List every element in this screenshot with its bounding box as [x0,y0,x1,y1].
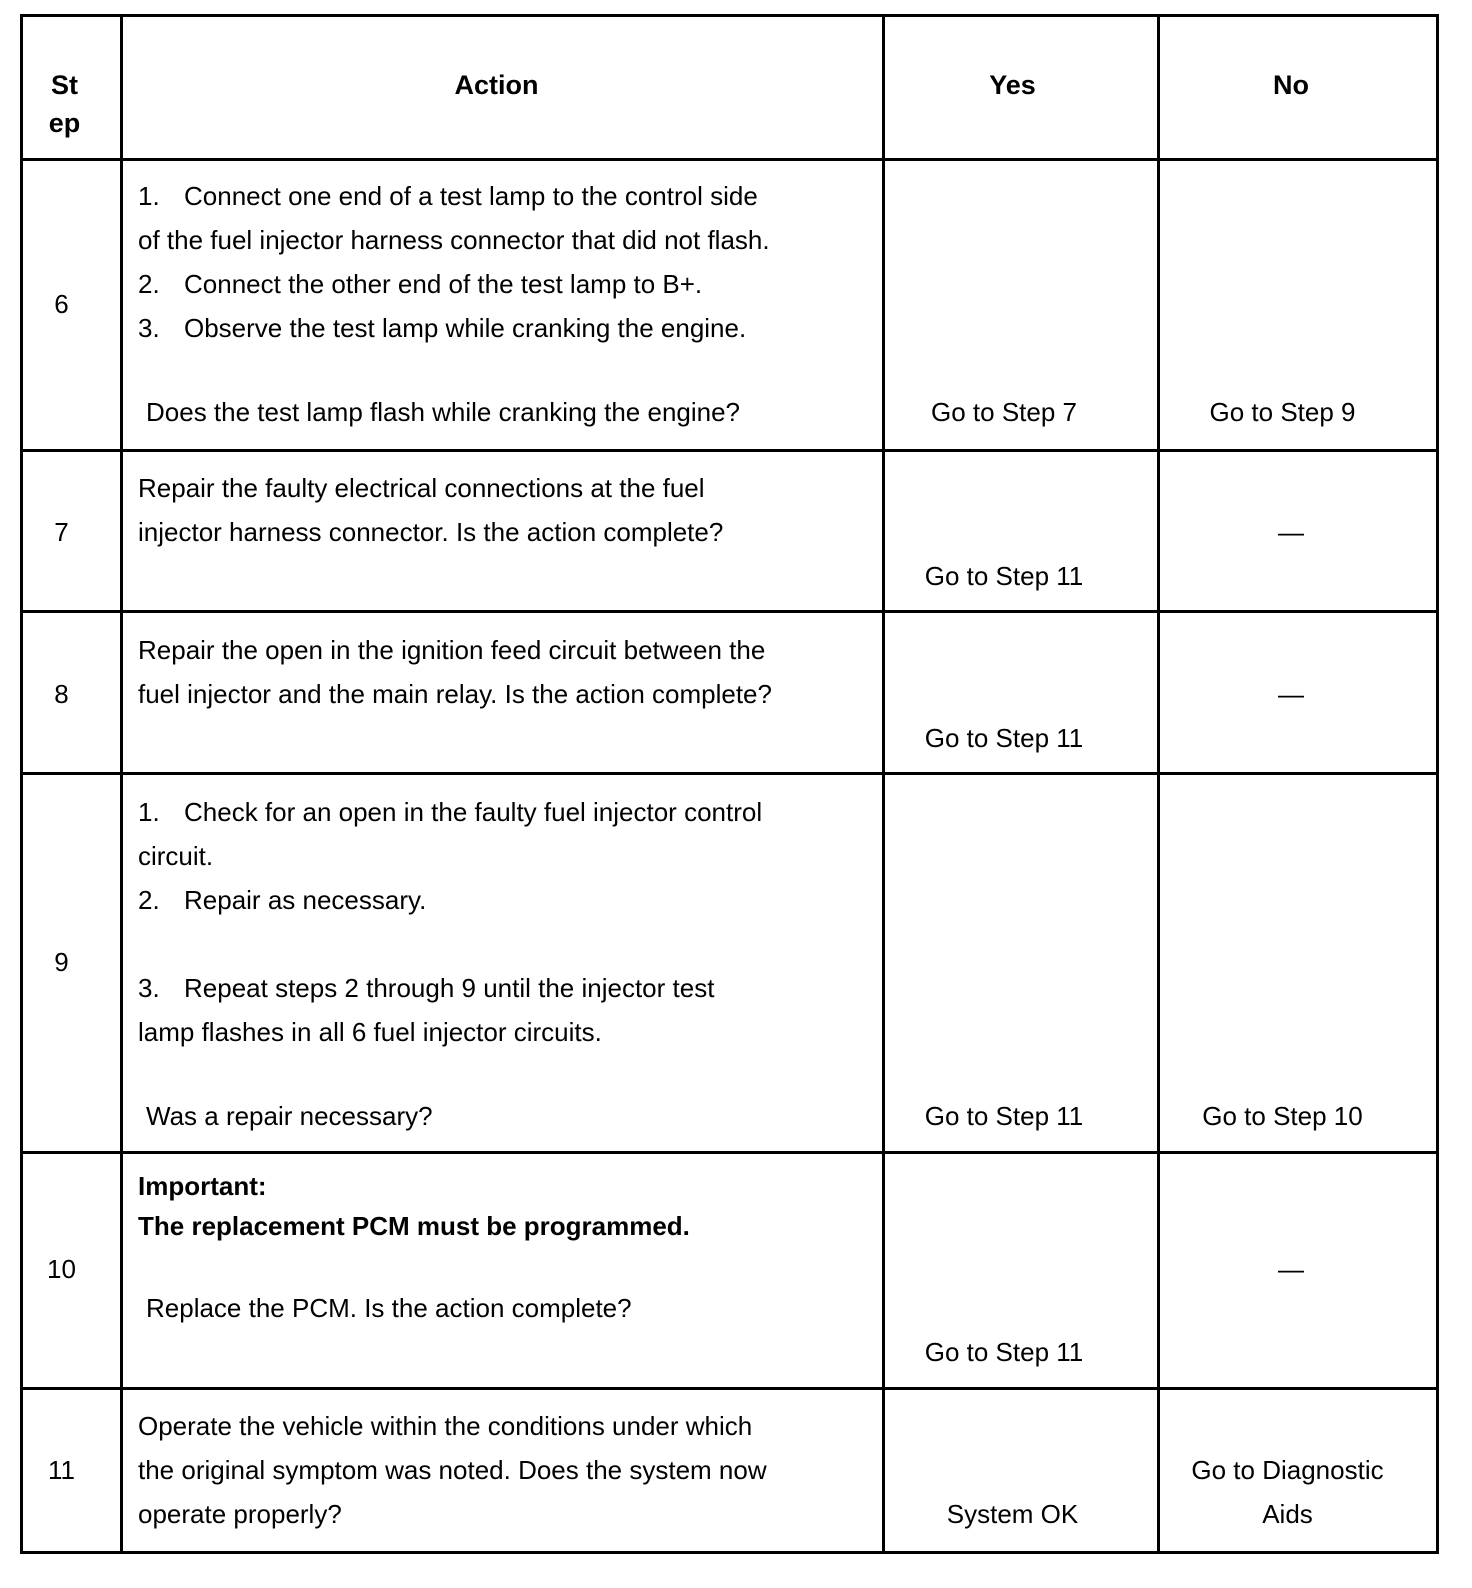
list-item [138,306,746,350]
action-text: Observe the test lamp while cranking the engine. [184,313,747,343]
row-divider [20,158,1439,161]
row-divider [20,610,1439,613]
list-number: 3. [138,973,160,1003]
header-step [23,66,106,142]
action-text: Operate the vehicle within the conditions under which [138,1411,753,1441]
table-border-bottom [20,1551,1439,1554]
row-divider [20,772,1439,775]
table-border-left [20,14,23,1554]
yes-result: Go to Step 11 [924,1101,1084,1131]
row-divider [20,1387,1439,1390]
action-text: Repeat steps 2 through 9 until the injector test [184,973,715,1003]
list-number: 3. [138,313,160,343]
header-yes: Yes [989,70,1036,100]
action-text: Connect one end of a test lamp to the control side [184,181,758,211]
column-divider-step [120,14,123,1554]
important-note: The replacement PCM must be programmed. [138,1211,690,1241]
step-number: 8 [54,679,69,709]
list-item [138,966,714,1010]
step-number: 11 [48,1455,75,1485]
action-text: Repair the open in the ignition feed circuit between the [138,635,766,665]
no-result: Go to Step 10 [1202,1101,1363,1131]
column-divider-action [882,14,885,1554]
step-number: 10 [47,1254,76,1284]
list-number: 2. [138,885,160,915]
column-divider-yes [1157,14,1160,1554]
row-divider [20,1151,1439,1154]
list-number: 1. [138,797,160,827]
list-number: 2. [138,269,160,299]
action-text: circuit. [138,841,214,871]
row-divider [20,449,1439,452]
no-result [1160,1448,1415,1536]
action-cell [138,790,873,1145]
yes-result: Go to Step 11 [924,561,1084,591]
header-step-line: ep [48,108,81,138]
action-question: Replace the PCM. Is the action complete? [146,1293,632,1323]
action-text: Repair as necessary. [184,885,427,915]
action-text: Connect the other end of the test lamp to B+. [184,269,703,299]
yes-result: Go to Step 11 [924,723,1084,753]
action-cell [138,174,873,444]
table-border-top [20,14,1439,17]
step-number: 7 [54,517,69,547]
no-result-line: Aids [1262,1499,1313,1529]
important-label: Important: [138,1171,267,1201]
header-action: Action [454,70,539,100]
action-question: Was a repair necessary? [146,1101,433,1131]
no-result: — [1278,517,1304,547]
action-text: Check for an open in the faulty fuel injector control [184,797,763,827]
list-item [138,174,758,218]
header-step-line: St [51,70,78,100]
no-result-line: Go to Diagnostic [1191,1455,1384,1485]
header-no: No [1273,70,1309,100]
step-number: 9 [54,947,69,977]
yes-result: System OK [946,1499,1079,1529]
step-number: 6 [54,289,69,319]
action-text: the original symptom was noted. Does the system now [138,1455,767,1485]
yes-result: Go to Step 7 [931,397,1077,427]
action-text: operate properly? [138,1499,342,1529]
list-item [138,878,426,922]
action-question: Does the test lamp flash while cranking the engine? [146,397,741,427]
action-text: fuel injector and the main relay. Is the action complete? [138,679,772,709]
no-result: — [1278,1254,1304,1284]
action-cell [138,1404,873,1544]
list-item [138,790,762,834]
action-cell [138,466,873,596]
no-result: — [1278,679,1304,709]
list-number: 1. [138,181,160,211]
action-text: Repair the faulty electrical connections at the fuel [138,473,705,503]
no-result: Go to Step 9 [1209,397,1356,427]
action-text: lamp flashes in all 6 fuel injector circuits. [138,1017,602,1047]
action-text: of the fuel injector harness connector that did not flash. [138,225,770,255]
diagnostic-table [20,14,1439,1554]
action-text: injector harness connector. Is the action complete? [138,517,724,547]
table-border-right [1436,14,1439,1554]
action-cell [138,628,873,758]
yes-result: Go to Step 11 [924,1337,1084,1367]
action-cell [138,1166,873,1381]
list-item [138,262,702,306]
